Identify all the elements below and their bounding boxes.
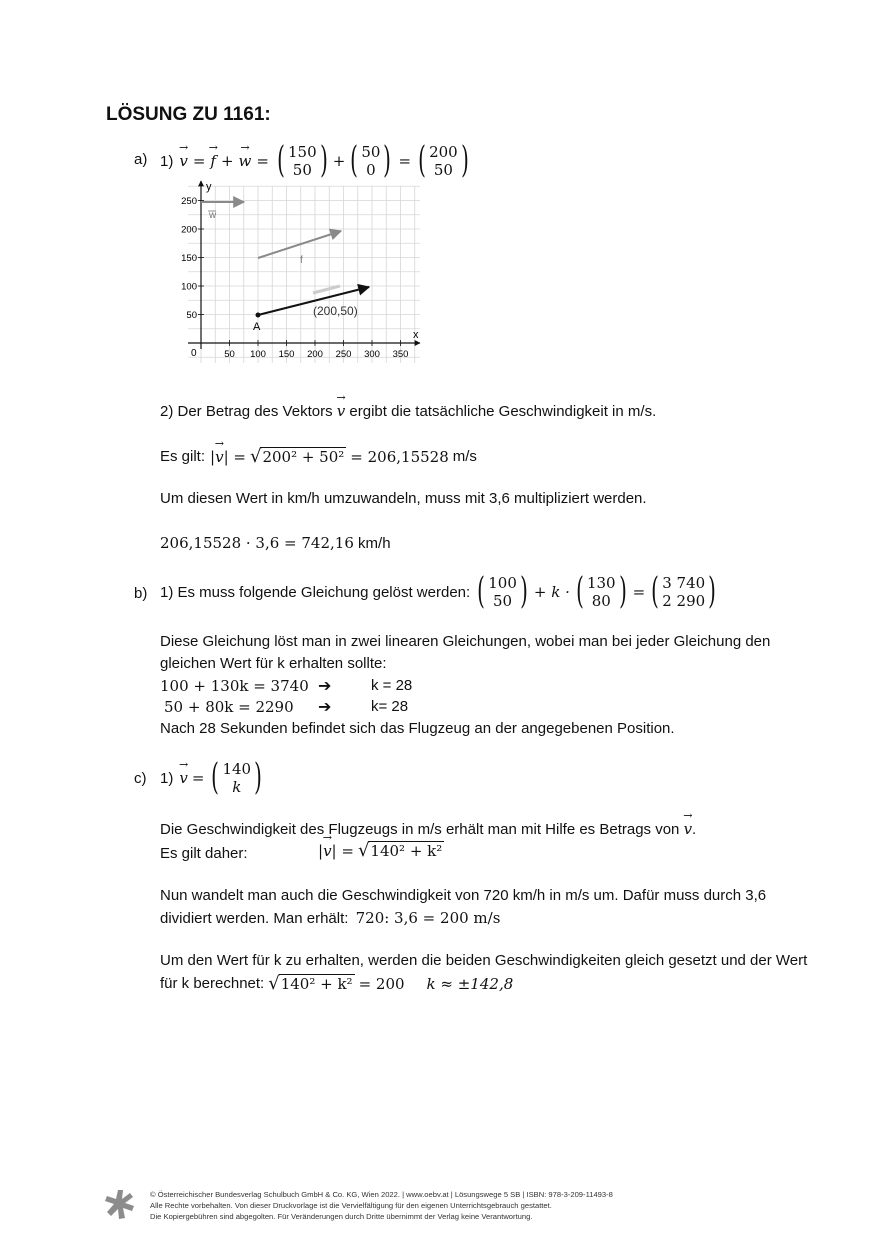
vector-v: v → (179, 152, 187, 170)
equation-2-result: k= 28 (371, 698, 409, 715)
point-a (256, 313, 261, 318)
part-c-equation: 1) v → = ( 140 k ) (160, 760, 265, 796)
page-title: LÖSUNG ZU 1161: (106, 104, 271, 125)
x-tick-label: 200 (307, 349, 323, 360)
grid-lines (188, 186, 420, 363)
x-tick-label: 100 (250, 349, 266, 360)
x-tick-label: 300 (364, 349, 380, 360)
plus-sign: + (220, 152, 234, 170)
part-c-line-1: Die Geschwindigkeit des Flugzeugs in m/s erhält man mit Hilfe es Betrags von v →. (160, 820, 696, 838)
equals-sign: = (398, 152, 412, 170)
plus-sign: + (332, 152, 346, 170)
x-tick-label: 250 (335, 349, 352, 360)
x-tick-label: 150 (278, 349, 295, 360)
footer-rights: Alle Rechte vorbehalten. Von dieser Druckvorlage ist die Vervielfältigung für den eigenen Unterrichtsgebrauch gestattet. (150, 1201, 552, 1210)
y-tick-label: 250 (181, 196, 197, 207)
part-c-para-2-line-2: dividiert werden. Man erhält: 720: 3,6 = 200 m/s (160, 909, 501, 927)
arrow-icon: ➔ (318, 678, 332, 695)
end-point-label: (200,50) (313, 304, 358, 318)
column-vector-w: ( 50 0 ) (350, 140, 392, 181)
item-2-line: 2) Der Betrag des Vektors v → ergibt die tatsächliche Geschwindigkeit in m/s. (160, 402, 656, 420)
item-number: 1) (160, 152, 174, 170)
column-vector-f: ( 150 50 ) (277, 140, 328, 181)
es-gilt-daher: Es gilt daher: (160, 845, 248, 862)
y-tick-label: 150 (181, 253, 197, 264)
footer-copyright: © Österreichischer Bundesverlag Schulbuch GmbH & Co. KG, Wien 2022. | www.oebv.at | Lösungswege 5 SB | ISBN: 978-3-209-11493-8 (150, 1190, 613, 1199)
equals-sign: = (192, 152, 206, 170)
column-vector-v: ( 200 50 ) (418, 140, 469, 181)
y-axis-label: y (206, 181, 212, 193)
equation-1-result: k = 28 (371, 677, 413, 694)
convert-text: Um diesen Wert in km/h umzuwandeln, muss mit 3,6 multipliziert werden. (160, 490, 647, 507)
part-c-para-3-line-1: Um den Wert für k zu erhalten, werden die beiden Geschwindigkeiten gleich gesetzt und der Wert (160, 952, 808, 969)
footer-fees: Die Kopiergebühren sind abgegolten. Für Veränderungen durch Dritte übernimmt der Verlag keine Verantwortung. (150, 1212, 533, 1221)
equals-sign: = (256, 152, 269, 170)
vector-f-graph-label: f (300, 255, 303, 266)
x-tick-label: 50 (224, 349, 235, 360)
part-b-label: b) (134, 585, 148, 602)
part-c-magnitude: |v →| = √ 140² + k² (318, 840, 444, 861)
vector-w-graph-label: w (209, 210, 217, 221)
y-tick-label: 50 (186, 310, 197, 321)
part-a-equation (160, 140, 472, 181)
vector-f: f → (210, 152, 216, 170)
vector-f-arrow (258, 231, 341, 258)
arrow-icon: ➔ (318, 699, 332, 716)
y-tick-label: 200 (181, 224, 197, 236)
magnitude-line: Es gilt: |v →| = √ 200² + 50² = 206,15528 m/s (160, 446, 477, 467)
part-a-label: a) (134, 151, 148, 168)
part-b-conclusion: Nach 28 Sekunden befindet sich das Flugzeug an der angegebenen Position. (160, 720, 675, 737)
x-axis-label: x (413, 329, 419, 341)
x-tick-label: 350 (392, 349, 409, 360)
part-c-para-3-line-2: für k berechnet: √ 140² + k² = 200 k ≈ ±142,8 (160, 973, 514, 994)
vector-w: w → (239, 152, 252, 170)
part-c-label: c) (134, 770, 147, 787)
part-c-para-2-line-1: Nun wandelt man auch die Geschwindigkeit von 720 km/h in m/s um. Dafür muss durch 3,6 (160, 887, 767, 904)
part-b-equation: 1) Es muss folgende Gleichung gelöst werden: ( 100 50 ) + k · ( 130 80 ) = ( 3 740 2 290 ) (160, 571, 717, 612)
vector-graph (170, 178, 430, 368)
origin-label: 0 (191, 348, 197, 359)
equation-1: 100 + 130k = 3740 (160, 677, 309, 695)
publisher-logo (104, 1188, 136, 1220)
vector-w-faint (313, 286, 340, 293)
sqrt-expression: 200² + 50² (262, 448, 345, 466)
point-a-label: A (253, 321, 261, 333)
part-b-para-2: gleichen Wert für k erhalten sollte: (160, 655, 387, 672)
part-b-para-1: Diese Gleichung löst man in zwei linearen Gleichungen, wobei man bei jeder Gleichung den (160, 633, 771, 650)
y-tick-label: 100 (181, 281, 197, 293)
equation-2: 50 + 80k = 2290 (164, 698, 294, 716)
product-line: 206,15528 · 3,6 = 742,16 km/h (160, 534, 391, 552)
